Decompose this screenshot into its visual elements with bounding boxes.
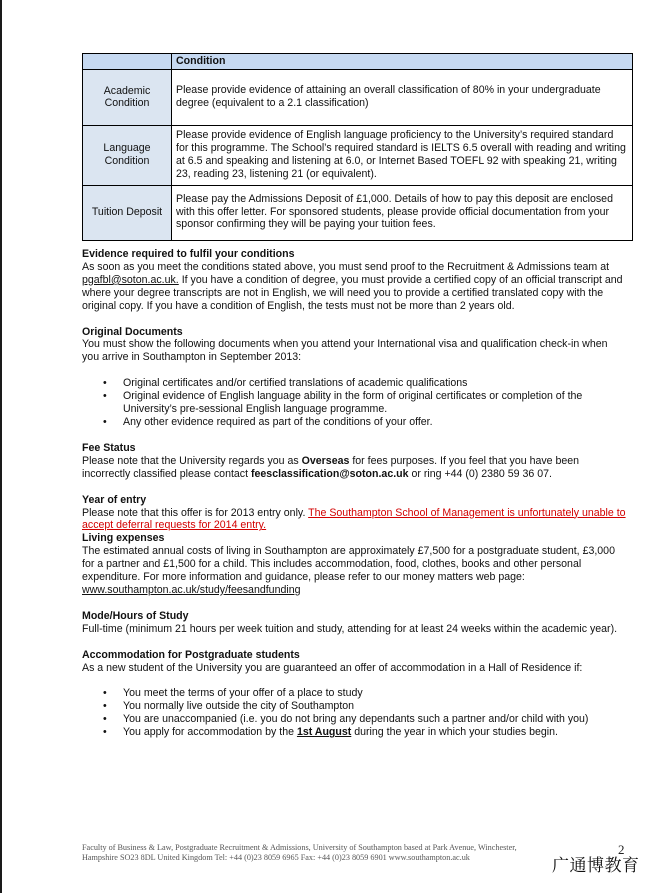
section-accommodation [82,649,627,739]
table-row [83,125,633,185]
original-docs-paragraph: You must show the following documents when you attend your International visa and qualification check-in when you arrive in Southampton in September 2013: [82,338,608,364]
table-header-row [83,54,633,70]
living-expenses-paragraph [82,545,627,597]
footer-line-1: Faculty of Business & Law, Postgraduate Recruitment & Admissions, University of Southampton based at Park Avenue, Winchester, [82,843,517,852]
fee-status-heading: Fee Status [82,441,136,454]
evidence-paragraph [82,261,627,313]
row-text-tuition: Please pay the Admissions Deposit of £1,000. Details of how to pay this deposit are enclosed with this offer letter. For sponsored students, please provide official documentation from your sponsor confirming they will be paying your tuition fees. [172,185,633,240]
evidence-heading: Evidence required to fulfil your conditions [82,248,295,260]
section-mode-of-study [82,610,627,636]
original-docs-heading: Original Documents [82,325,183,338]
list-item-text: Any other evidence required as part of the conditions of your offer. [123,415,433,428]
list-item-text: Original evidence of English language ability in the form of original certificates or completion of the University’s pre-sessional English language programme. [123,390,583,416]
list-item-text: You apply for accommodation by the [123,726,297,739]
page-number: 2 [618,842,625,857]
row-text-language: Please provide evidence of English language proficiency to the University’s required standard for this programme. The School’s required standard is IELTS 6.5 overall with reading and writing at 6.5 and speaking and listening at 6.0, or Internet Based TOEFL 92 with speaking 21, writing 23, reading 23, listening 21 (or equivalent). [172,125,633,185]
year-of-entry-heading: Year of entry [82,493,147,506]
fees-email-link[interactable]: feesclassification@soton.ac.uk [251,467,409,480]
fee-status-text-b: for fees purposes. If you feel that you have been incorrectly classified please contact [82,454,580,480]
section-evidence [82,248,627,313]
list-item-text: Original certificates and/or certified translations of academic qualifications [123,377,468,390]
fee-status-text-a: Please note that the University regards you as [82,454,302,467]
accommodation-list [82,687,627,739]
page-footer [82,843,602,863]
overseas-label: Overseas [301,454,350,467]
list-item-text: You are unaccompanied (i.e. you do not bring any dependants such a partner and/or child with you) [123,713,589,726]
list-item [82,700,627,713]
row-label-tuition: Tuition Deposit [83,185,172,240]
table-row [83,185,633,240]
list-item-text: You normally live outside the city of Southampton [123,700,355,713]
bullet-icon: • [103,726,107,739]
row-label-language: Language Condition [83,125,172,185]
bullet-icon: • [103,415,107,428]
bullet-icon: • [103,377,107,390]
bullet-icon: • [103,390,107,403]
footer-line-2: Hampshire SO23 8DL United Kingdom Tel: +44 (0)23 8059 6965 Fax: +44 (0)23 8059 6901 www.southampton.ac.uk [82,853,470,862]
bullet-icon: • [103,700,107,713]
fee-status-paragraph [82,455,627,481]
list-item [82,390,627,416]
list-item [82,713,627,726]
list-item-text-end: during the year in which your studies begin. [351,726,558,739]
watermark-text: 广通博教育 [552,856,640,876]
conditions-table [82,53,633,241]
table-row [83,69,633,125]
list-item-text: You meet the terms of your offer of a place to study [123,687,363,700]
section-year-of-entry [82,494,627,533]
year-of-entry-text: Please note that this offer is for 2013 entry only. [82,506,309,519]
fee-status-text-c: or ring +44 (0) 2380 59 36 07. [408,467,552,480]
living-expenses-text: The estimated annual costs of living in Southampton are approximately £7,500 for a postgraduate student, £3,000 for a partner and £1,500 for a child. This includes accommodation, food, clothes, books and other personal expenditure. For more information and guidance, please refer to our money matters web page: [82,545,615,584]
section-original-documents [82,326,627,429]
row-text-academic: Please provide evidence of attaining an overall classification of 80% in your undergraduate degree (equivalent to a 2.1 classification) [172,69,633,125]
table-header-condition: Condition [172,54,633,70]
list-item [82,726,627,739]
section-living-expenses [82,532,627,597]
list-item [82,377,627,390]
list-item [82,687,627,700]
evidence-text-a: As soon as you meet the conditions stated above, you must send proof to the Recruitment & Admissions team at [82,260,610,273]
document-body [82,248,627,739]
accommodation-heading: Accommodation for Postgraduate students [82,648,300,661]
section-fee-status [82,442,627,481]
year-of-entry-paragraph [82,507,627,533]
mode-paragraph: Full-time (minimum 21 hours per week tuition and study, attending for at least 24 weeks within the academic year). [82,622,618,635]
deadline-date: 1st August [296,726,352,739]
evidence-text-b: If you have a condition of degree, you must provide a certified copy of an official transcript and where your degree transcripts are not in English, we will need you to provide a certified translated copy with the original copy. If you have a condition of English, the tests must not be more than 2 years old. [82,273,623,312]
mode-heading: Mode/Hours of Study [82,609,189,622]
row-label-academic: Academic Condition [83,69,172,125]
table-header-blank [83,54,172,70]
page-left-edge [0,0,2,893]
accommodation-paragraph: As a new student of the University you are guaranteed an offer of accommodation in a Hall of Residence if: [82,661,583,674]
fees-funding-link[interactable]: www.southampton.ac.uk/study/feesandfunding [82,583,301,596]
admissions-email-link[interactable]: pgafbl@soton.ac.uk. [82,273,179,286]
original-docs-list [82,377,627,429]
living-expenses-heading: Living expenses [82,532,165,545]
deferral-notice: The Southampton School of Management is unfortunately unable to accept deferral requests for 2014 entry. [82,506,626,532]
bullet-icon: • [103,713,107,726]
list-item [82,416,627,429]
bullet-icon: • [103,687,107,700]
